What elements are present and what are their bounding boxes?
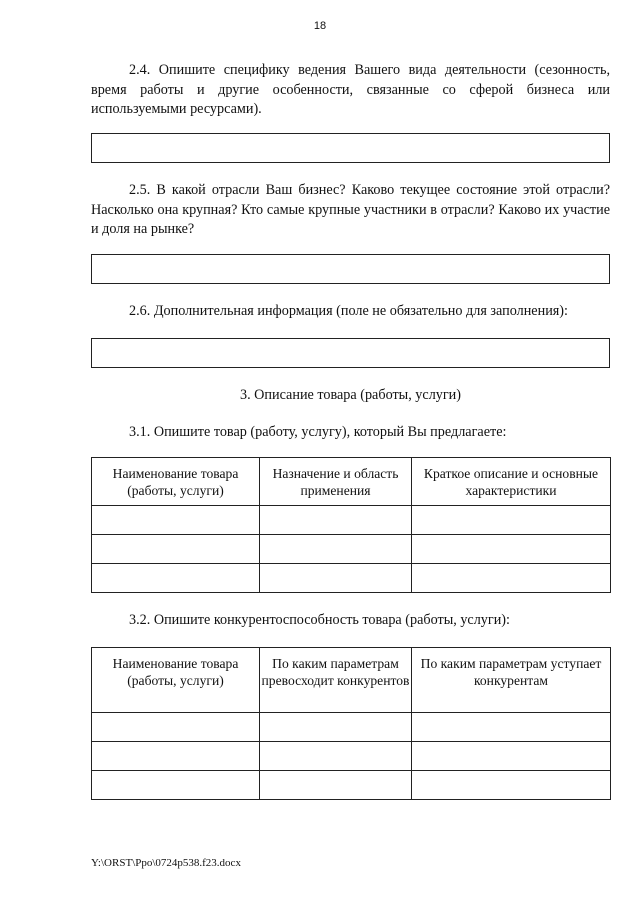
table-row: [92, 771, 611, 800]
column-header-disadvantages: По каким параметрам уступает конкурентам: [412, 648, 611, 713]
table-row: [92, 742, 611, 771]
table-cell[interactable]: [412, 564, 611, 593]
product-description-table: [91, 457, 611, 593]
table-cell[interactable]: [260, 535, 412, 564]
question-3-1: 3.1. Опишите товар (работу, услугу), который Вы предлагаете:: [129, 424, 507, 440]
table-row: [92, 506, 611, 535]
answer-field-2-4[interactable]: [91, 133, 610, 163]
answer-field-2-5[interactable]: [91, 254, 610, 284]
table-cell[interactable]: [92, 535, 260, 564]
table-cell[interactable]: [92, 713, 260, 742]
question-2-6: 2.6. Дополнительная информация (поле не обязательно для заполнения):: [129, 303, 568, 319]
table-cell[interactable]: [412, 535, 611, 564]
table-cell[interactable]: [260, 742, 412, 771]
table-cell[interactable]: [92, 742, 260, 771]
table-cell[interactable]: [92, 771, 260, 800]
table-cell[interactable]: [260, 713, 412, 742]
column-header-description: Краткое описание и основные характеристики: [412, 458, 611, 506]
table-row: [92, 564, 611, 593]
question-2-5: 2.5. В какой отрасли Ваш бизнес? Каково текущее состояние этой отрасли? Насколько она крупная? Кто самые крупные участники в отрасли? Каково их участие и доля на рынке?: [91, 182, 610, 237]
table-cell[interactable]: [92, 564, 260, 593]
column-header-name: Наименование товара (работы, услуги): [92, 648, 260, 713]
table-cell[interactable]: [260, 564, 412, 593]
column-header-purpose: Назначение и область применения: [260, 458, 412, 506]
table-cell[interactable]: [412, 506, 611, 535]
document-path-footer: Y:\ORST\Ppo\0724p538.f23.docx: [91, 857, 241, 869]
question-3-2: 3.2. Опишите конкурентоспособность товара (работы, услуги):: [129, 612, 510, 628]
table-cell[interactable]: [412, 771, 611, 800]
answer-field-2-6[interactable]: [91, 338, 610, 368]
table-cell[interactable]: [260, 506, 412, 535]
question-2-4: 2.4. Опишите специфику ведения Вашего вида деятельности (сезонность, время работы и другие особенности, связанные со сферой бизнеса или используемыми ресурсами).: [91, 62, 610, 117]
table-row: [92, 713, 611, 742]
page-number: 18: [313, 20, 327, 32]
competitiveness-table: [91, 647, 611, 800]
table-cell[interactable]: [412, 742, 611, 771]
table-cell[interactable]: [260, 771, 412, 800]
column-header-advantages: По каким параметрам превосходит конкурентов: [260, 648, 412, 713]
column-header-name: Наименование товара (работы, услуги): [92, 458, 260, 506]
table-row: [92, 535, 611, 564]
table-cell[interactable]: [412, 713, 611, 742]
section-3-heading: 3. Описание товара (работы, услуги): [239, 387, 462, 403]
table-cell[interactable]: [92, 506, 260, 535]
